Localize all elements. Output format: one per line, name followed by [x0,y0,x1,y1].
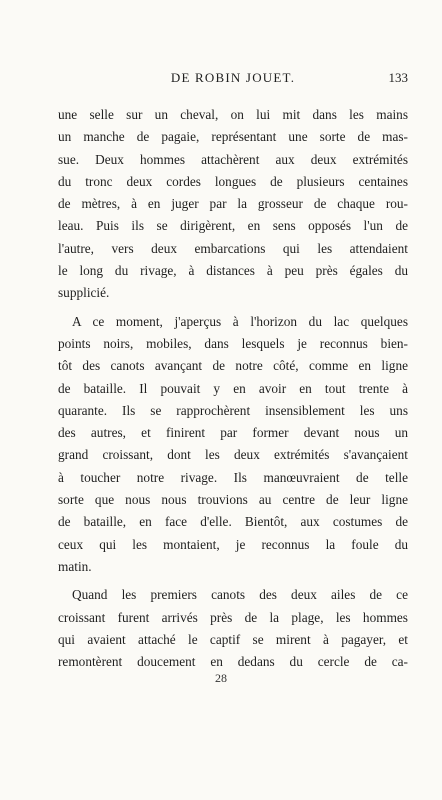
text-line: le long du rivage, à distances à peu près égales du [58,263,408,279]
text-line: remontèrent doucement en dedans du cercle de ca- [58,654,408,670]
text-line: à toucher notre rivage. Ils manœuvraient de telle [58,469,408,485]
text-line: points noirs, mobiles, dans lesquels je reconnus bien- [58,335,408,351]
text-line: du tronc deux cordes longues de plusieurs centaines [58,173,408,189]
paragraph-2 [58,311,408,579]
text-line: grand croissant, dont les deux extrémités s'avançaient [58,447,408,463]
text-line: des autres, et finirent par former devant nous un [58,425,408,441]
text-line: de mètres, à en juger par la grosseur de chaque rou- [58,196,408,212]
text-line: Quand les premiers canots des deux ailes de ce [72,587,408,603]
text-line: de bataille. Il pouvait y en avoir en tout trente à [58,380,408,396]
text-line: matin. [58,558,92,574]
text-line: ceux qui les montaient, je reconnus la foule du [58,536,408,552]
text-line: croissant furent arrivés près de la plage, les hommes [58,609,408,625]
text-line: l'autre, vers deux embarcations qui les attendaient [58,240,408,256]
page-number: 133 [388,70,408,85]
paragraph-1 [58,104,408,305]
text-line: qui avaient attaché le captif se mirent à pagayer, et [58,631,408,647]
text-line: une selle sur un cheval, on lui mit dans les mains [58,107,408,122]
text-line: quarante. Ils se rapprochèrent insensiblement les uns [58,402,408,418]
paragraph-3 [58,584,408,673]
text-line: supplicié. [58,285,110,301]
text-line: sue. Deux hommes attachèrent aux deux extrémités [58,151,408,167]
running-header [58,68,408,94]
signature-mark: 28 [215,671,227,685]
text-line: un manche de pagaie, représentant une sorte de mas- [58,129,408,145]
running-title: DE ROBIN JOUET. [170,70,296,85]
text-line: leau. Puis ils se dirigèrent, en sens opposés l'un de [58,218,408,234]
text-line: sorte que nous nous trouvions au centre de leur ligne [58,492,408,508]
text-line: A ce moment, j'aperçus à l'horizon du lac quelques [72,313,408,329]
text-line: de bataille, en face d'elle. Bientôt, aux costumes de [58,514,408,530]
body-text [58,104,408,679]
text-line: tôt des canots avançant de notre côté, comme en ligne [58,358,408,374]
